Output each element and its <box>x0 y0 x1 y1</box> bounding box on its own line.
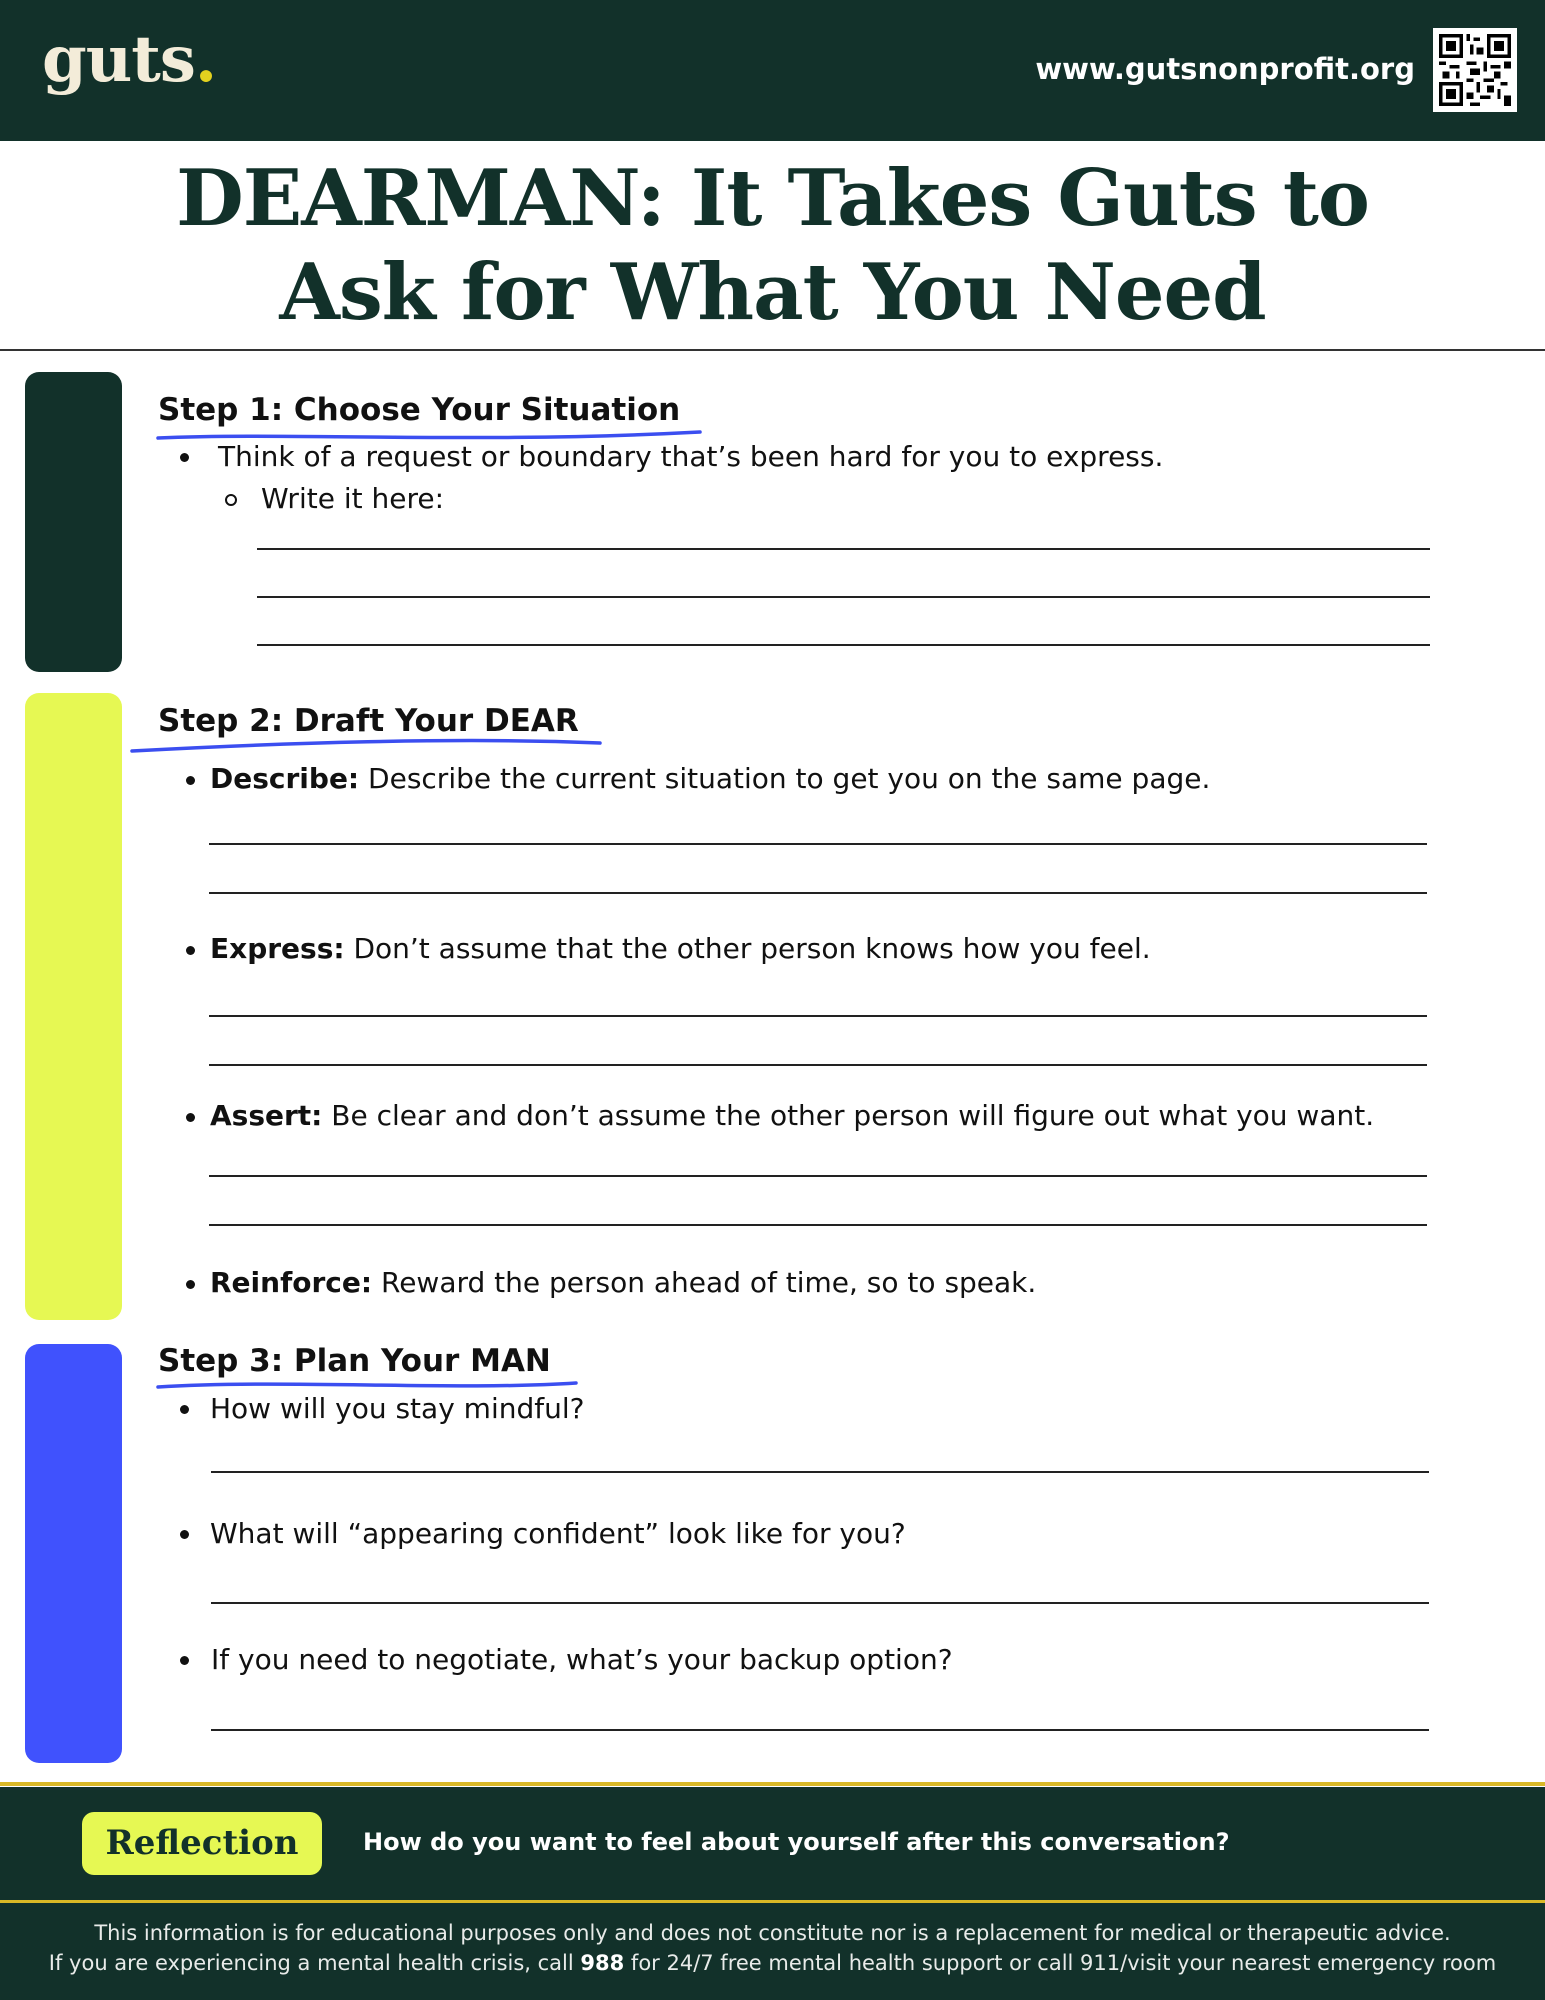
disclaimer-line-1: This information is for educational purposes only and does not constitute nor is a replacement for medical or therapeutic advice. <box>94 1921 1451 1945</box>
footer-gold-rule-top <box>0 1782 1545 1786</box>
step1-prompt: Think of a request or boundary that’s been hard for you to express. <box>218 440 1164 473</box>
confident-answer-line[interactable] <box>211 1602 1429 1604</box>
step1-write-here: Write it here: <box>261 482 445 515</box>
step1-color-bar <box>25 372 122 672</box>
describe-text: Describe the current situation to get you on the same page. <box>359 762 1211 795</box>
describe-item <box>210 762 1210 795</box>
disclaimer-line-2 <box>0 1951 1545 1975</box>
list-bullet <box>180 1656 189 1665</box>
describe-term: Describe: <box>210 762 360 795</box>
mindful-question: How will you stay mindful? <box>210 1392 585 1425</box>
describe-answer-line-1[interactable] <box>209 843 1427 845</box>
express-term: Express: <box>210 932 345 965</box>
list-bullet <box>186 776 195 785</box>
website-link[interactable]: www.gutsnonprofit.org <box>1035 52 1415 86</box>
disclaimer-crisis-pre: If you are experiencing a mental health crisis, call <box>48 1951 581 1975</box>
qr-code-icon <box>1433 28 1517 112</box>
express-item <box>210 932 1151 965</box>
list-bullet <box>180 1405 189 1414</box>
step3-color-bar <box>25 1344 122 1763</box>
step1-heading: Step 1: Choose Your Situation <box>158 392 681 428</box>
title-line-1: DEARMAN: It Takes Guts to <box>176 153 1369 244</box>
step3-heading: Step 3: Plan Your MAN <box>158 1343 551 1379</box>
express-answer-line-2[interactable] <box>209 1064 1427 1066</box>
assert-answer-line-1[interactable] <box>209 1175 1427 1177</box>
negotiate-answer-line[interactable] <box>211 1729 1429 1731</box>
express-text: Don’t assume that the other person knows how you feel. <box>344 932 1151 965</box>
list-bullet <box>186 1113 195 1122</box>
crisis-hotline-number[interactable]: 988 <box>580 1951 625 1975</box>
reflection-question: How do you want to feel about yourself after this conversation? <box>363 1828 1230 1856</box>
assert-answer-line-2[interactable] <box>209 1224 1427 1226</box>
list-bullet <box>186 946 195 955</box>
step2-heading-underline <box>128 733 604 757</box>
express-answer-line-1[interactable] <box>209 1015 1427 1017</box>
assert-term: Assert: <box>210 1099 323 1132</box>
list-bullet <box>186 1280 195 1289</box>
logo-dot: . <box>194 22 217 97</box>
reflection-badge: Reflection <box>82 1812 322 1875</box>
logo-text: guts <box>42 22 195 97</box>
list-bullet <box>180 1530 189 1539</box>
header-bar <box>0 0 1545 141</box>
assert-text: Be clear and don’t assume the other person will figure out what you want. <box>322 1099 1375 1132</box>
footer-gold-rule-middle <box>0 1900 1545 1903</box>
confident-question: What will “appearing confident” look like for you? <box>210 1517 906 1550</box>
assert-item <box>210 1099 1374 1132</box>
step1-answer-line-3[interactable] <box>257 644 1430 646</box>
negotiate-question: If you need to negotiate, what’s your backup option? <box>211 1643 953 1676</box>
page-title <box>0 152 1545 340</box>
reinforce-text: Reward the person ahead of time, so to speak. <box>372 1266 1037 1299</box>
guts-logo[interactable] <box>42 22 217 97</box>
mindful-answer-line[interactable] <box>211 1471 1429 1473</box>
step1-answer-line-2[interactable] <box>257 596 1430 598</box>
step2-color-bar <box>25 693 122 1320</box>
title-divider <box>0 349 1545 351</box>
sub-bullet-circle <box>225 494 237 506</box>
list-bullet <box>180 453 189 462</box>
reinforce-term: Reinforce: <box>210 1266 373 1299</box>
describe-answer-line-2[interactable] <box>209 892 1427 894</box>
step2-heading: Step 2: Draft Your DEAR <box>158 703 579 739</box>
step1-answer-line-1[interactable] <box>257 548 1430 550</box>
title-line-2: Ask for What You Need <box>279 247 1266 338</box>
disclaimer-crisis-post: for 24/7 free mental health support or call 911/visit your nearest emergency room <box>624 1951 1497 1975</box>
reinforce-item <box>210 1266 1036 1299</box>
